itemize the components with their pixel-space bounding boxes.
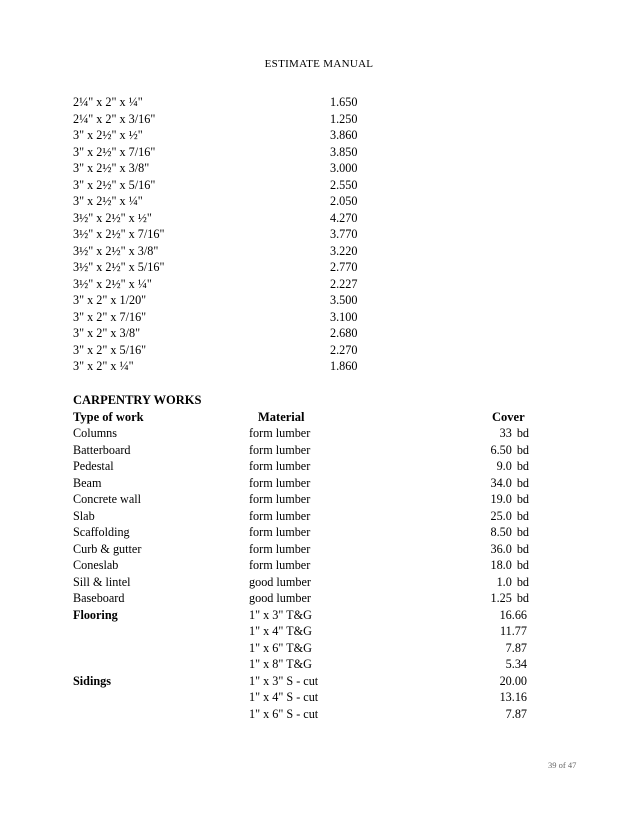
- table-row: [73, 508, 633, 525]
- material: 1" x 6" S - cut: [249, 706, 319, 721]
- work-type: Slab: [73, 508, 95, 523]
- table-row: [73, 557, 633, 574]
- material: form lumber: [249, 541, 311, 556]
- table-row: [73, 524, 633, 541]
- weight-value: 3.770: [330, 227, 358, 241]
- material: 1" x 6" T&G: [249, 640, 312, 655]
- coverage-value: 25.0: [490, 508, 512, 523]
- coverage-value: 9.0: [496, 459, 512, 473]
- coverage-unit: bd: [516, 492, 529, 506]
- coverage-cell: [423, 590, 529, 607]
- size-label: 3½" x 2½" x ¼": [73, 276, 152, 291]
- coverage-unit: bd: [516, 558, 529, 572]
- work-type: Curb & gutter: [73, 541, 142, 556]
- coverage-value: 19.0: [490, 492, 512, 506]
- table-row: [73, 574, 633, 591]
- coverage-unit: bd: [516, 508, 529, 523]
- coverage-cell: [423, 673, 525, 690]
- table-row: [73, 689, 633, 706]
- table-row: [73, 491, 633, 508]
- size-label: 3" x 2" x 7/16": [73, 309, 147, 324]
- page-header-title: ESTIMATE MANUAL: [264, 58, 374, 70]
- coverage-cell: [423, 442, 529, 459]
- coverage-value: 7.87: [505, 640, 527, 655]
- table-row: [73, 243, 433, 260]
- size-label: 3" x 2½" x 5/16": [73, 177, 156, 192]
- work-type: Batterboard: [73, 442, 131, 457]
- material: form lumber: [249, 558, 311, 572]
- table-row: [73, 177, 433, 194]
- table-row: [73, 475, 633, 492]
- size-label: 3½" x 2½" x ½": [73, 210, 152, 225]
- weight-value: 3.860: [330, 128, 358, 142]
- size-label: 3" x 2½" x 7/16": [73, 144, 156, 159]
- coverage-cell: [423, 475, 529, 492]
- table-row: [73, 425, 633, 442]
- work-type: Beam: [73, 475, 102, 490]
- column-header-type: Type of work: [73, 410, 144, 424]
- size-label: 3" x 2" x 3/8": [73, 326, 141, 340]
- coverage-cell: [423, 491, 529, 508]
- material: form lumber: [249, 475, 311, 490]
- column-header-coverage: Cover: [492, 410, 525, 424]
- coverage-unit: bd: [516, 442, 529, 457]
- work-type: Columns: [73, 426, 118, 440]
- coverage-value: 1.0: [496, 574, 512, 589]
- material: 1" x 3" T&G: [249, 607, 312, 622]
- size-label: 2¼" x 2" x ¼": [73, 95, 143, 109]
- material: form lumber: [249, 442, 311, 457]
- weight-value: 2.227: [330, 276, 358, 291]
- weight-value: 3.220: [330, 243, 358, 258]
- size-label: 3" x 2½" x 3/8": [73, 161, 150, 175]
- coverage-cell: [423, 607, 525, 624]
- size-label: 3½" x 2½" x 3/8": [73, 243, 159, 258]
- coverage-cell: [423, 656, 525, 673]
- weight-value: 1.250: [330, 111, 358, 126]
- weight-value: 1.860: [330, 359, 358, 373]
- material: 1" x 4" S - cut: [249, 690, 319, 704]
- weight-value: 4.270: [330, 210, 358, 225]
- table-row: [73, 640, 633, 657]
- table-row: [73, 193, 433, 210]
- coverage-unit: bd: [516, 591, 529, 605]
- table-row: [73, 442, 633, 459]
- coverage-unit: bd: [516, 426, 529, 440]
- coverage-cell: [423, 508, 529, 525]
- coverage-value: 13.16: [499, 690, 527, 704]
- size-label: 3" x 2" x 5/16": [73, 342, 147, 357]
- coverage-cell: [423, 541, 529, 558]
- table-row: [73, 276, 433, 293]
- coverage-value: 16.66: [499, 607, 527, 622]
- table-row: [73, 210, 433, 227]
- coverage-cell: [423, 524, 529, 541]
- coverage-value: 20.00: [499, 673, 527, 688]
- coverage-cell: [423, 557, 529, 574]
- table-row: [73, 541, 633, 558]
- material: good lumber: [249, 574, 311, 589]
- coverage-cell: [423, 574, 529, 591]
- table-row: [73, 144, 433, 161]
- weight-value: 3.850: [330, 144, 358, 159]
- coverage-unit: bd: [516, 459, 529, 473]
- coverage-value: 7.87: [505, 706, 527, 721]
- table-row: [73, 623, 633, 640]
- table-row: [73, 358, 433, 375]
- section-title-carpentry: CARPENTRY WORKS: [73, 393, 202, 407]
- material: 1" x 8" T&G: [249, 657, 312, 671]
- weight-value: 2.270: [330, 342, 358, 357]
- work-type: Scaffolding: [73, 525, 130, 539]
- table-row: [73, 94, 433, 111]
- material: form lumber: [249, 508, 311, 523]
- work-type: Flooring: [73, 607, 118, 622]
- size-label: 3½" x 2½" x 7/16": [73, 227, 165, 241]
- table-row: [73, 673, 633, 690]
- table-row: [73, 292, 433, 309]
- table-row: [73, 458, 633, 475]
- work-type: Concrete wall: [73, 492, 142, 506]
- table-row: [73, 656, 633, 673]
- coverage-value: 18.0: [490, 558, 512, 572]
- table-row: [73, 325, 433, 342]
- size-label: 3" x 2" x ¼": [73, 359, 134, 373]
- work-type: Sidings: [73, 673, 111, 688]
- table-row: [73, 160, 433, 177]
- column-header-material: Material: [258, 410, 305, 424]
- coverage-unit: bd: [516, 574, 529, 589]
- coverage-cell: [423, 689, 525, 706]
- work-type: Baseboard: [73, 591, 125, 605]
- coverage-unit: bd: [516, 475, 529, 490]
- weight-value: 3.000: [330, 161, 358, 175]
- weight-value: 2.770: [330, 260, 358, 274]
- coverage-unit: bd: [516, 541, 529, 556]
- work-type: Coneslab: [73, 558, 119, 572]
- table-row: [73, 226, 433, 243]
- coverage-cell: [423, 623, 525, 640]
- weight-value: 3.500: [330, 293, 358, 307]
- coverage-value: 11.77: [500, 624, 527, 638]
- coverage-value: 6.50: [490, 442, 512, 457]
- size-label: 3" x 2½" x ¼": [73, 194, 143, 208]
- table-row: [73, 706, 633, 723]
- table-row: [73, 590, 633, 607]
- coverage-value: 1.25: [490, 591, 512, 605]
- work-type: Pedestal: [73, 459, 114, 473]
- coverage-cell: [423, 706, 525, 723]
- work-type: Sill & lintel: [73, 574, 131, 589]
- material: form lumber: [249, 492, 311, 506]
- weight-value: 3.100: [330, 309, 358, 324]
- size-label: 3" x 2½" x ½": [73, 128, 143, 142]
- table-row: [73, 127, 433, 144]
- coverage-value: 8.50: [490, 525, 512, 539]
- material: form lumber: [249, 426, 311, 440]
- coverage-cell: [423, 640, 525, 657]
- weight-value: 1.650: [330, 95, 358, 109]
- material: 1" x 3" S - cut: [249, 673, 319, 688]
- coverage-unit: bd: [516, 525, 529, 539]
- coverage-cell: [423, 458, 529, 475]
- material: good lumber: [249, 591, 311, 605]
- coverage-value: 33: [499, 426, 512, 440]
- table-row: [73, 342, 433, 359]
- material: 1" x 4" T&G: [249, 624, 312, 638]
- coverage-value: 5.34: [505, 657, 527, 671]
- weight-value: 2.550: [330, 177, 358, 192]
- coverage-value: 34.0: [490, 475, 512, 490]
- table-row: [73, 309, 433, 326]
- material: form lumber: [249, 525, 311, 539]
- size-label: 2¼" x 2" x 3/16": [73, 111, 156, 126]
- coverage-value: 36.0: [490, 541, 512, 556]
- table-row: [73, 111, 433, 128]
- size-label: 3" x 2" x 1/20": [73, 293, 147, 307]
- coverage-cell: [423, 425, 529, 442]
- weight-value: 2.050: [330, 194, 358, 208]
- table-row: [73, 259, 433, 276]
- table-row: [73, 607, 633, 624]
- weight-value: 2.680: [330, 326, 358, 340]
- size-label: 3½" x 2½" x 5/16": [73, 260, 165, 274]
- material: form lumber: [249, 459, 311, 473]
- page-number: 39 of 47: [548, 760, 577, 770]
